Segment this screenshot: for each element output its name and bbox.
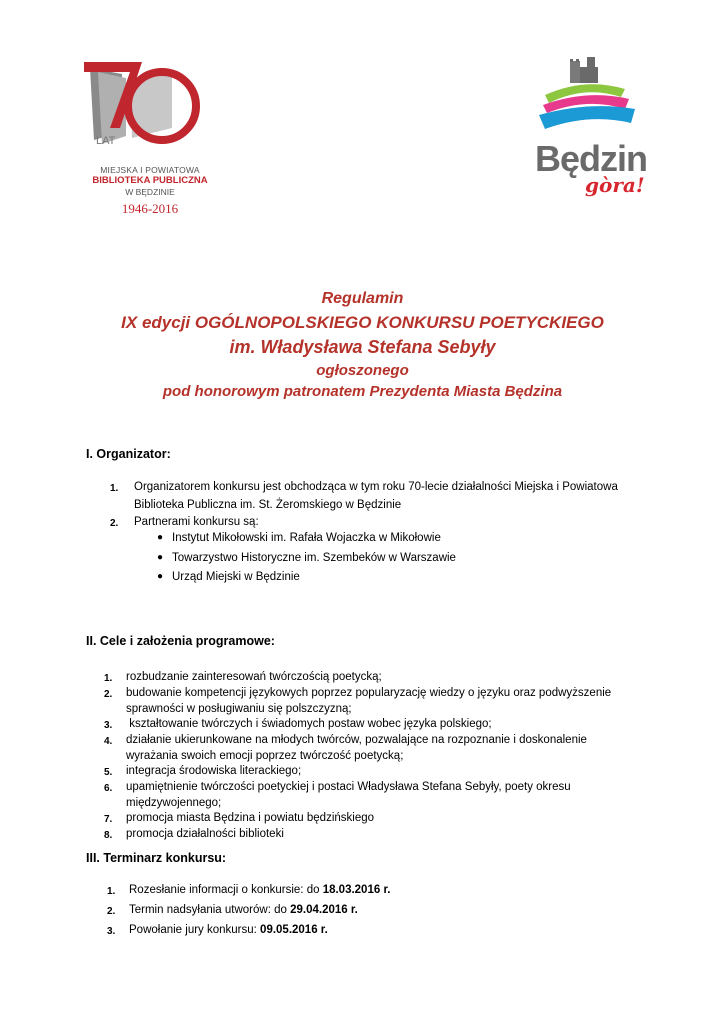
list-number: 8. bbox=[104, 830, 113, 841]
list-item-text: promocja miasta Będzina i powiatu będzińskiego bbox=[126, 812, 375, 824]
list-item-text: Organizatorem konkursu jest obchodząca w tym roku 70-lecie działalności Miejska i Powiatowa bbox=[134, 481, 618, 493]
list-item-text: promocja działalności biblioteki bbox=[126, 828, 284, 840]
list-item-text: działanie ukierunkowane na młodych twórców, pozwalające na rozpoznanie i doskonalenie bbox=[126, 734, 587, 746]
list-item-text-cont: sprawności w posługiwaniu się polszczyzną; bbox=[126, 703, 352, 715]
list-number: 2. bbox=[110, 518, 119, 529]
library-book-emblem-icon bbox=[80, 58, 220, 163]
partner-item: Instytut Mikołowski im. Rafała Wojaczka w Mikołowie bbox=[172, 532, 441, 544]
list-item-text: rozbudzanie zainteresowań twórczością poetycką; bbox=[126, 671, 382, 683]
list-item-text: integracja środowiska literackiego; bbox=[126, 765, 302, 777]
list-number: 5. bbox=[104, 767, 113, 778]
bullet-icon: ● bbox=[157, 532, 164, 543]
bullet-icon: ● bbox=[157, 552, 164, 563]
schedule-item-date: 29.04.2016 r. bbox=[290, 904, 358, 916]
lat-label: LAT bbox=[96, 135, 116, 147]
list-item-text-cont: międzywojennego; bbox=[126, 797, 222, 809]
bullet-icon: ● bbox=[157, 571, 164, 582]
schedule-item bbox=[129, 882, 390, 899]
castle-hill-emblem-icon bbox=[525, 55, 655, 145]
list-item-text-cont: Biblioteka Publiczna im. St. Żeromskiego w Będzinie bbox=[134, 499, 402, 511]
list-item-text: upamiętnienie twórczości poetyckiej i postaci Władysława Stefana Sebyły, poety okresu bbox=[126, 781, 571, 793]
list-item-text-cont: wyrażania swoich emocji poprzez twórczość poetycką; bbox=[126, 750, 404, 762]
title-contest-name: IX edycji OGÓLNOPOLSKIEGO KONKURSU POETYCKIEGO bbox=[121, 313, 604, 332]
list-number: 2. bbox=[107, 906, 116, 917]
list-number: 3. bbox=[107, 926, 116, 937]
bedzin-wordmark: Będzin bbox=[535, 138, 648, 179]
list-number: 2. bbox=[104, 689, 113, 700]
schedule-item-text: Rozesłanie informacji o konkursie: do bbox=[129, 884, 323, 896]
title-patron-name: im. Władysława Stefana Sebyły bbox=[229, 337, 496, 357]
schedule-item-text: Termin nadsyłania utworów: do bbox=[129, 904, 291, 916]
title-regulamin: Regulamin bbox=[321, 290, 404, 307]
library-name-line3: W BĘDZINIE bbox=[125, 187, 175, 197]
list-number: 7. bbox=[104, 814, 113, 825]
list-number: 4. bbox=[104, 736, 113, 747]
list-number: 1. bbox=[104, 673, 113, 684]
partner-item: Towarzystwo Historyczne im. Szembeków w Warszawie bbox=[172, 552, 456, 564]
list-number: 6. bbox=[104, 783, 113, 794]
list-number: 3. bbox=[104, 720, 113, 731]
list-number: 1. bbox=[107, 886, 116, 897]
bedzin-city-logo bbox=[525, 55, 655, 195]
library-70-years-logo bbox=[80, 58, 220, 223]
list-item-text: budowanie kompetencji językowych poprzez popularyzację wiedzy o języku oraz podwyższenie bbox=[126, 687, 612, 699]
section-organizer-heading: I. Organizator: bbox=[86, 447, 171, 461]
library-years: 1946-2016 bbox=[121, 201, 179, 216]
title-patronage: pod honorowym patronatem Prezydenta Miasta Będzina bbox=[162, 383, 563, 400]
schedule-item-text: Powołanie jury konkursu: bbox=[129, 924, 261, 936]
schedule-item bbox=[129, 902, 358, 919]
schedule-item bbox=[129, 922, 328, 939]
section-schedule-heading: III. Terminarz konkursu: bbox=[86, 851, 227, 865]
schedule-item-date: 09.05.2016 r. bbox=[260, 924, 328, 936]
list-number: 1. bbox=[110, 483, 119, 494]
library-name-line1: MIEJSKA I POWIATOWA bbox=[100, 165, 200, 175]
title-announced: ogłoszonego bbox=[316, 362, 409, 379]
library-name-line2: BIBLIOTEKA PUBLICZNA bbox=[92, 175, 208, 186]
section-goals-heading: II. Cele i założenia programowe: bbox=[86, 634, 275, 648]
list-item-text: kształtowanie twórczych i świadomych postaw wobec języka polskiego; bbox=[126, 718, 492, 730]
partner-item: Urząd Miejski w Będzinie bbox=[172, 571, 300, 583]
list-item-text: Partnerami konkursu są: bbox=[134, 516, 259, 528]
gora-tagline: gòra! bbox=[585, 173, 645, 197]
schedule-item-date: 18.03.2016 r. bbox=[322, 884, 391, 896]
